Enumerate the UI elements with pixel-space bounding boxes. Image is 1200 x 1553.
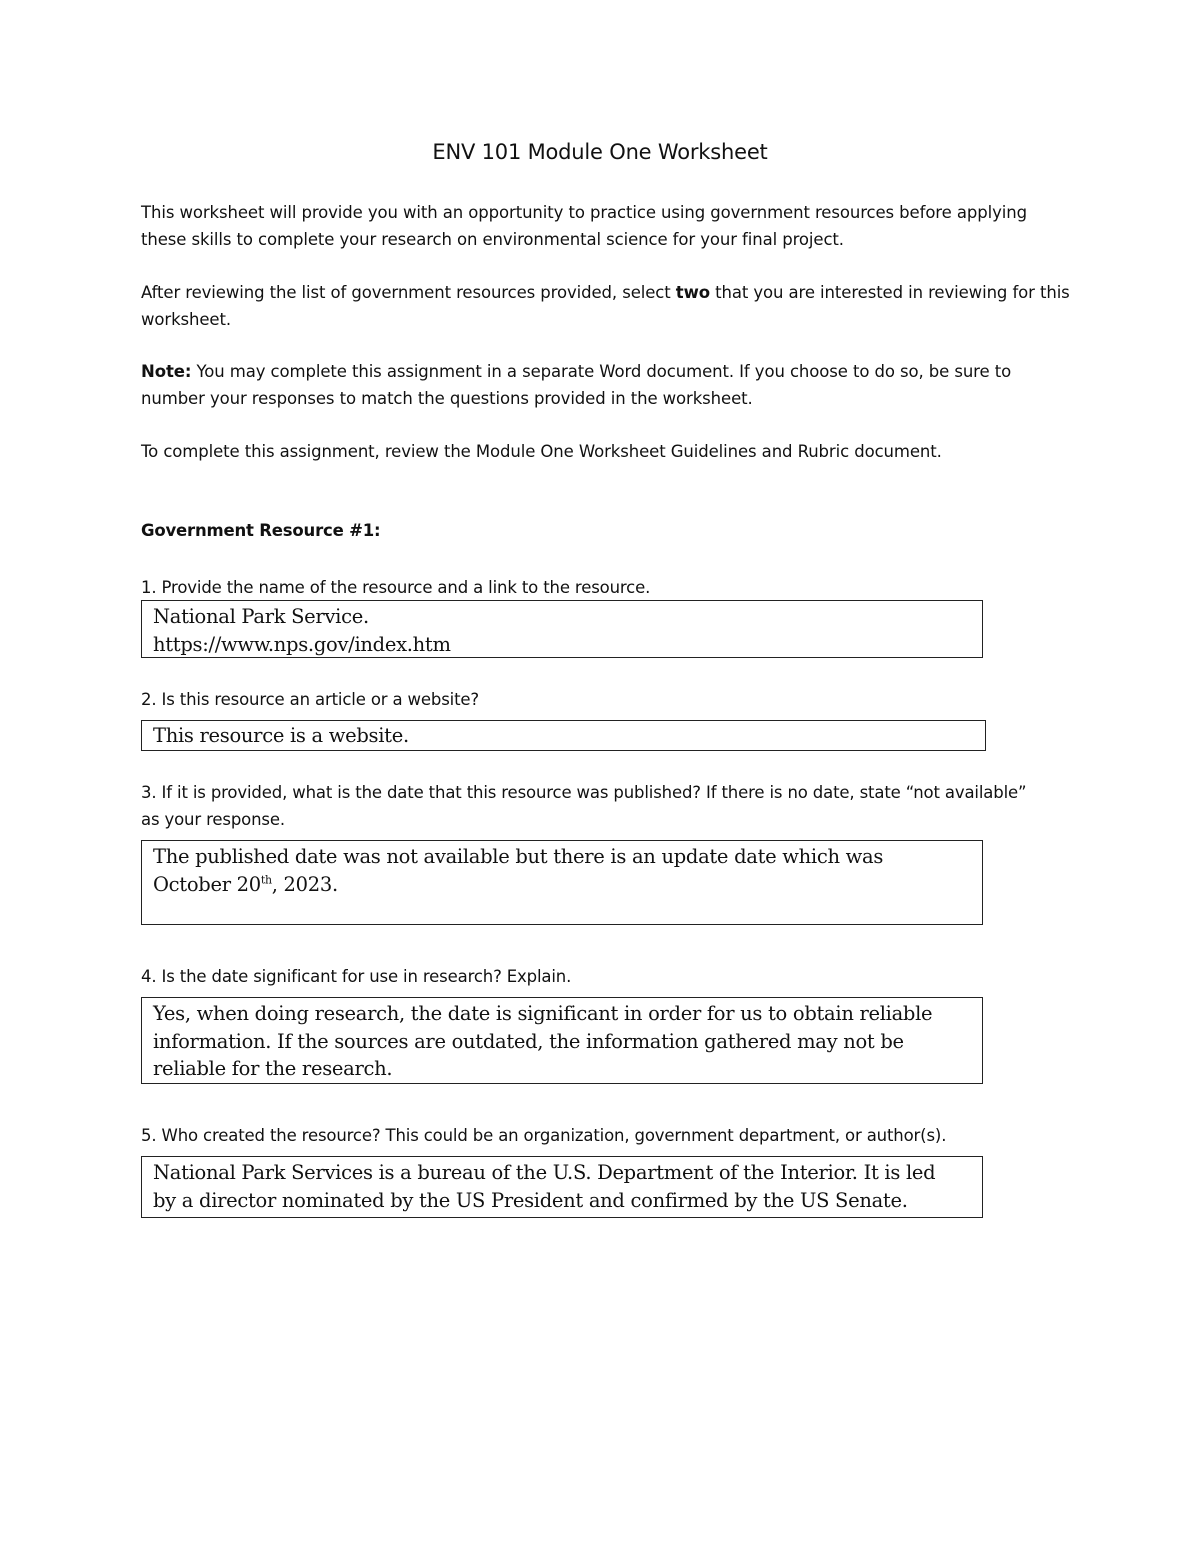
answer-4-line-1: Yes, when doing research, the date is significant in order for us to obtain reliable (153, 1002, 933, 1025)
question-4: 4. Is the date significant for use in research? Explain. (141, 967, 572, 986)
answer-1-line-2: https://www.nps.gov/index.htm (153, 632, 451, 656)
question-1: 1. Provide the name of the resource and a link to the resource. (141, 578, 651, 597)
question-5: 5. Who created the resource? This could be an organization, government department, or author(s). (141, 1126, 947, 1145)
instruction-emphasis: two (675, 283, 710, 302)
page-title: ENV 101 Module One Worksheet (432, 140, 768, 164)
instruction-text-before: After reviewing the list of government resources provided, select (141, 283, 676, 302)
answer-box-1[interactable] (141, 600, 983, 658)
answer-3-line-1: The published date was not available but there is an update date which was (153, 845, 884, 868)
intro-paragraph: This worksheet will provide you with an opportunity to practice using government resources before applying these skills to complete your research on environmental science for your final project. (141, 203, 1027, 249)
note-paragraph (141, 359, 1071, 412)
answer-3-line-2 (153, 871, 971, 899)
instruction-text-after: that you are interested in reviewing for this worksheet. (141, 283, 1070, 329)
answer-4-line-2: information. If the sources are outdated, the information gathered may not be (153, 1029, 904, 1053)
answer-box-4[interactable] (141, 997, 983, 1084)
instruction-paragraph (141, 280, 1071, 333)
answer-2-line-1: This resource is a website. (153, 724, 409, 747)
answer-box-5[interactable] (141, 1156, 983, 1218)
note-text: You may complete this assignment in a separate Word document. If you choose to do so, be sure to number your responses to match the questions provided in the worksheet. (141, 362, 1012, 408)
answer-4-line-3: reliable for the research. (153, 1057, 393, 1080)
answer-1-line-1: National Park Service. (153, 605, 369, 628)
answer-3-date-suffix: th (260, 873, 272, 886)
answer-box-2[interactable] (141, 720, 986, 751)
answer-5-line-1: National Park Services is a bureau of the U.S. Department of the Interior. It is led (153, 1161, 936, 1184)
section-heading: Government Resource #1: (141, 521, 381, 540)
rubric-paragraph: To complete this assignment, review the Module One Worksheet Guidelines and Rubric document. (141, 442, 942, 461)
answer-3-date-month: October 20 (153, 872, 261, 896)
note-label: Note: (141, 362, 192, 381)
answer-5-line-2: by a director nominated by the US President and confirmed by the US Senate. (153, 1188, 908, 1212)
answer-box-3[interactable] (141, 840, 983, 925)
answer-3-date-year: , 2023. (271, 872, 338, 896)
question-2: 2. Is this resource an article or a website? (141, 690, 480, 709)
question-3: 3. If it is provided, what is the date that this resource was published? If there is no date, state “not available” as your response. (141, 783, 1027, 829)
